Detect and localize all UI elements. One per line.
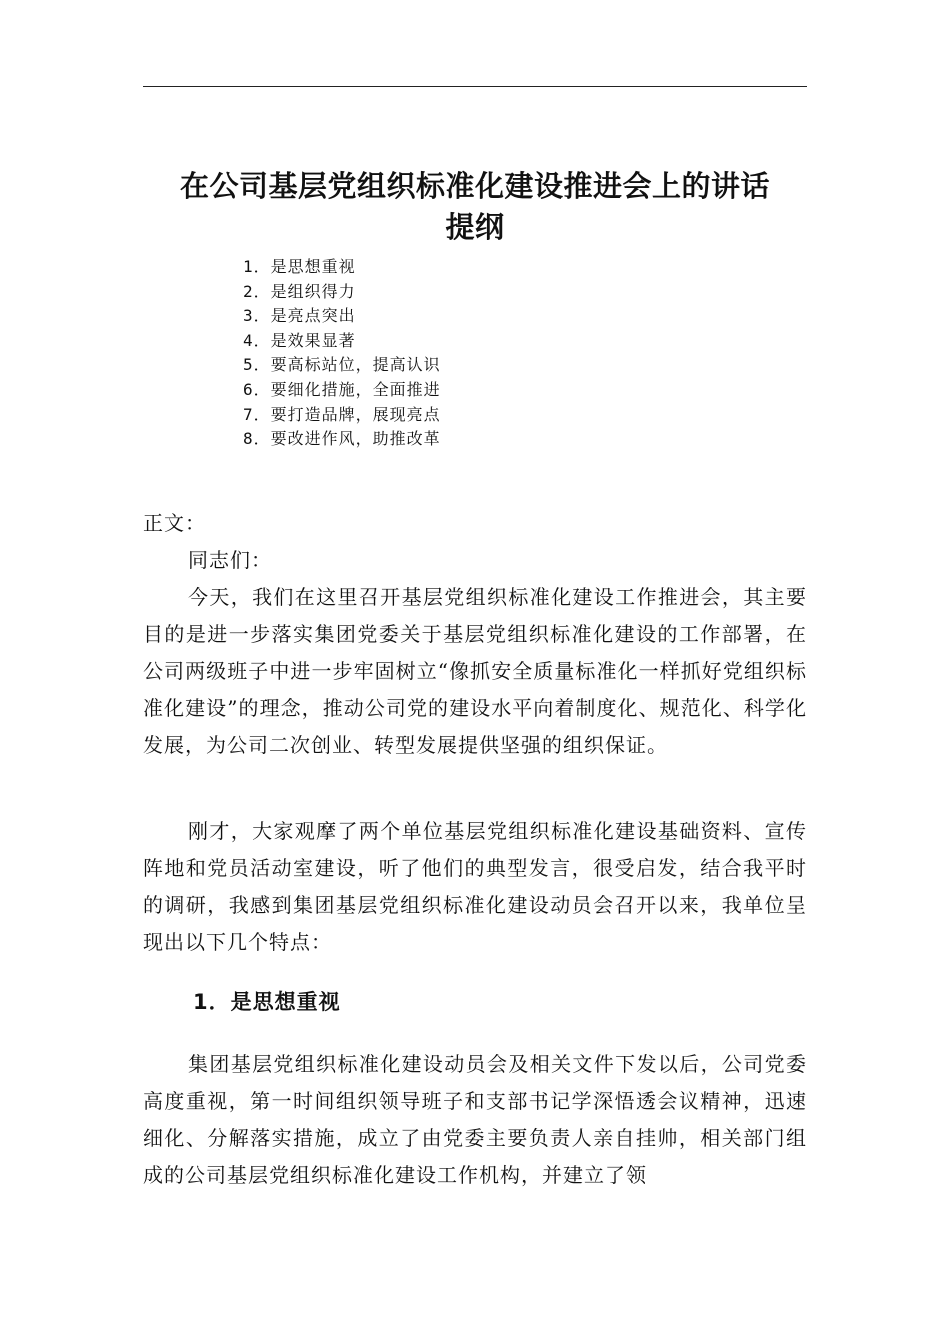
outline-item: 8．要改进作风，助推改革: [243, 429, 441, 449]
document-title: [143, 166, 807, 248]
outline-list: [243, 255, 441, 452]
outline-item: 1．是思想重视: [243, 257, 356, 276]
outline-item: 7．要打造品牌，展现亮点: [243, 404, 441, 424]
outline-item: 3．是亮点突出: [243, 306, 356, 326]
document-title-line-1: 在公司基层党组织标准化建设推进会上的讲话: [179, 169, 770, 203]
greeting: 同志们：: [188, 548, 272, 572]
outline-item: 6．要细化措施，全面推进: [243, 379, 441, 399]
section-heading-1: 1．是思想重视: [193, 990, 341, 1014]
paragraph-1: 今天，我们在这里召开基层党组织标准化建设工作推进会，其主要目的是进一步落实集团党委关于基层党组织标准化建设的工作部署，在公司两级班子中进一步牢固树立“像抓安全质量标准化一样抓好党组织标准化建设”的理念，推动公司党的建设水平向着制度化、规范化、科学化发展，为公司二次创业、转型发展提供坚强的组织保证。: [143, 585, 807, 757]
document-title-line-2: 提纲: [445, 210, 505, 244]
header-rule: [143, 86, 807, 87]
outline-item: 5．要高标站位，提高认识: [243, 355, 441, 375]
outline-item: 4．是效果显著: [243, 330, 356, 350]
paragraph-3: 集团基层党组织标准化建设动员会及相关文件下发以后，公司党委高度重视，第一时间组织领导班子和支部书记学深悟透会议精神，迅速细化、分解落实措施，成立了由党委主要负责人亲自挂帅，相关部门组成的公司基层党组织标准化建设工作机构，并建立了领: [143, 1052, 807, 1187]
outline-item: 2．是组织得力: [243, 281, 356, 301]
paragraph-2: 刚才，大家观摩了两个单位基层党组织标准化建设基础资料、宣传阵地和党员活动室建设，听了他们的典型发言，很受启发，结合我平时的调研，我感到集团基层党组织标准化建设动员会召开以来，我单位呈现出以下几个特点：: [143, 819, 807, 954]
body-label: 正文：: [143, 511, 206, 535]
